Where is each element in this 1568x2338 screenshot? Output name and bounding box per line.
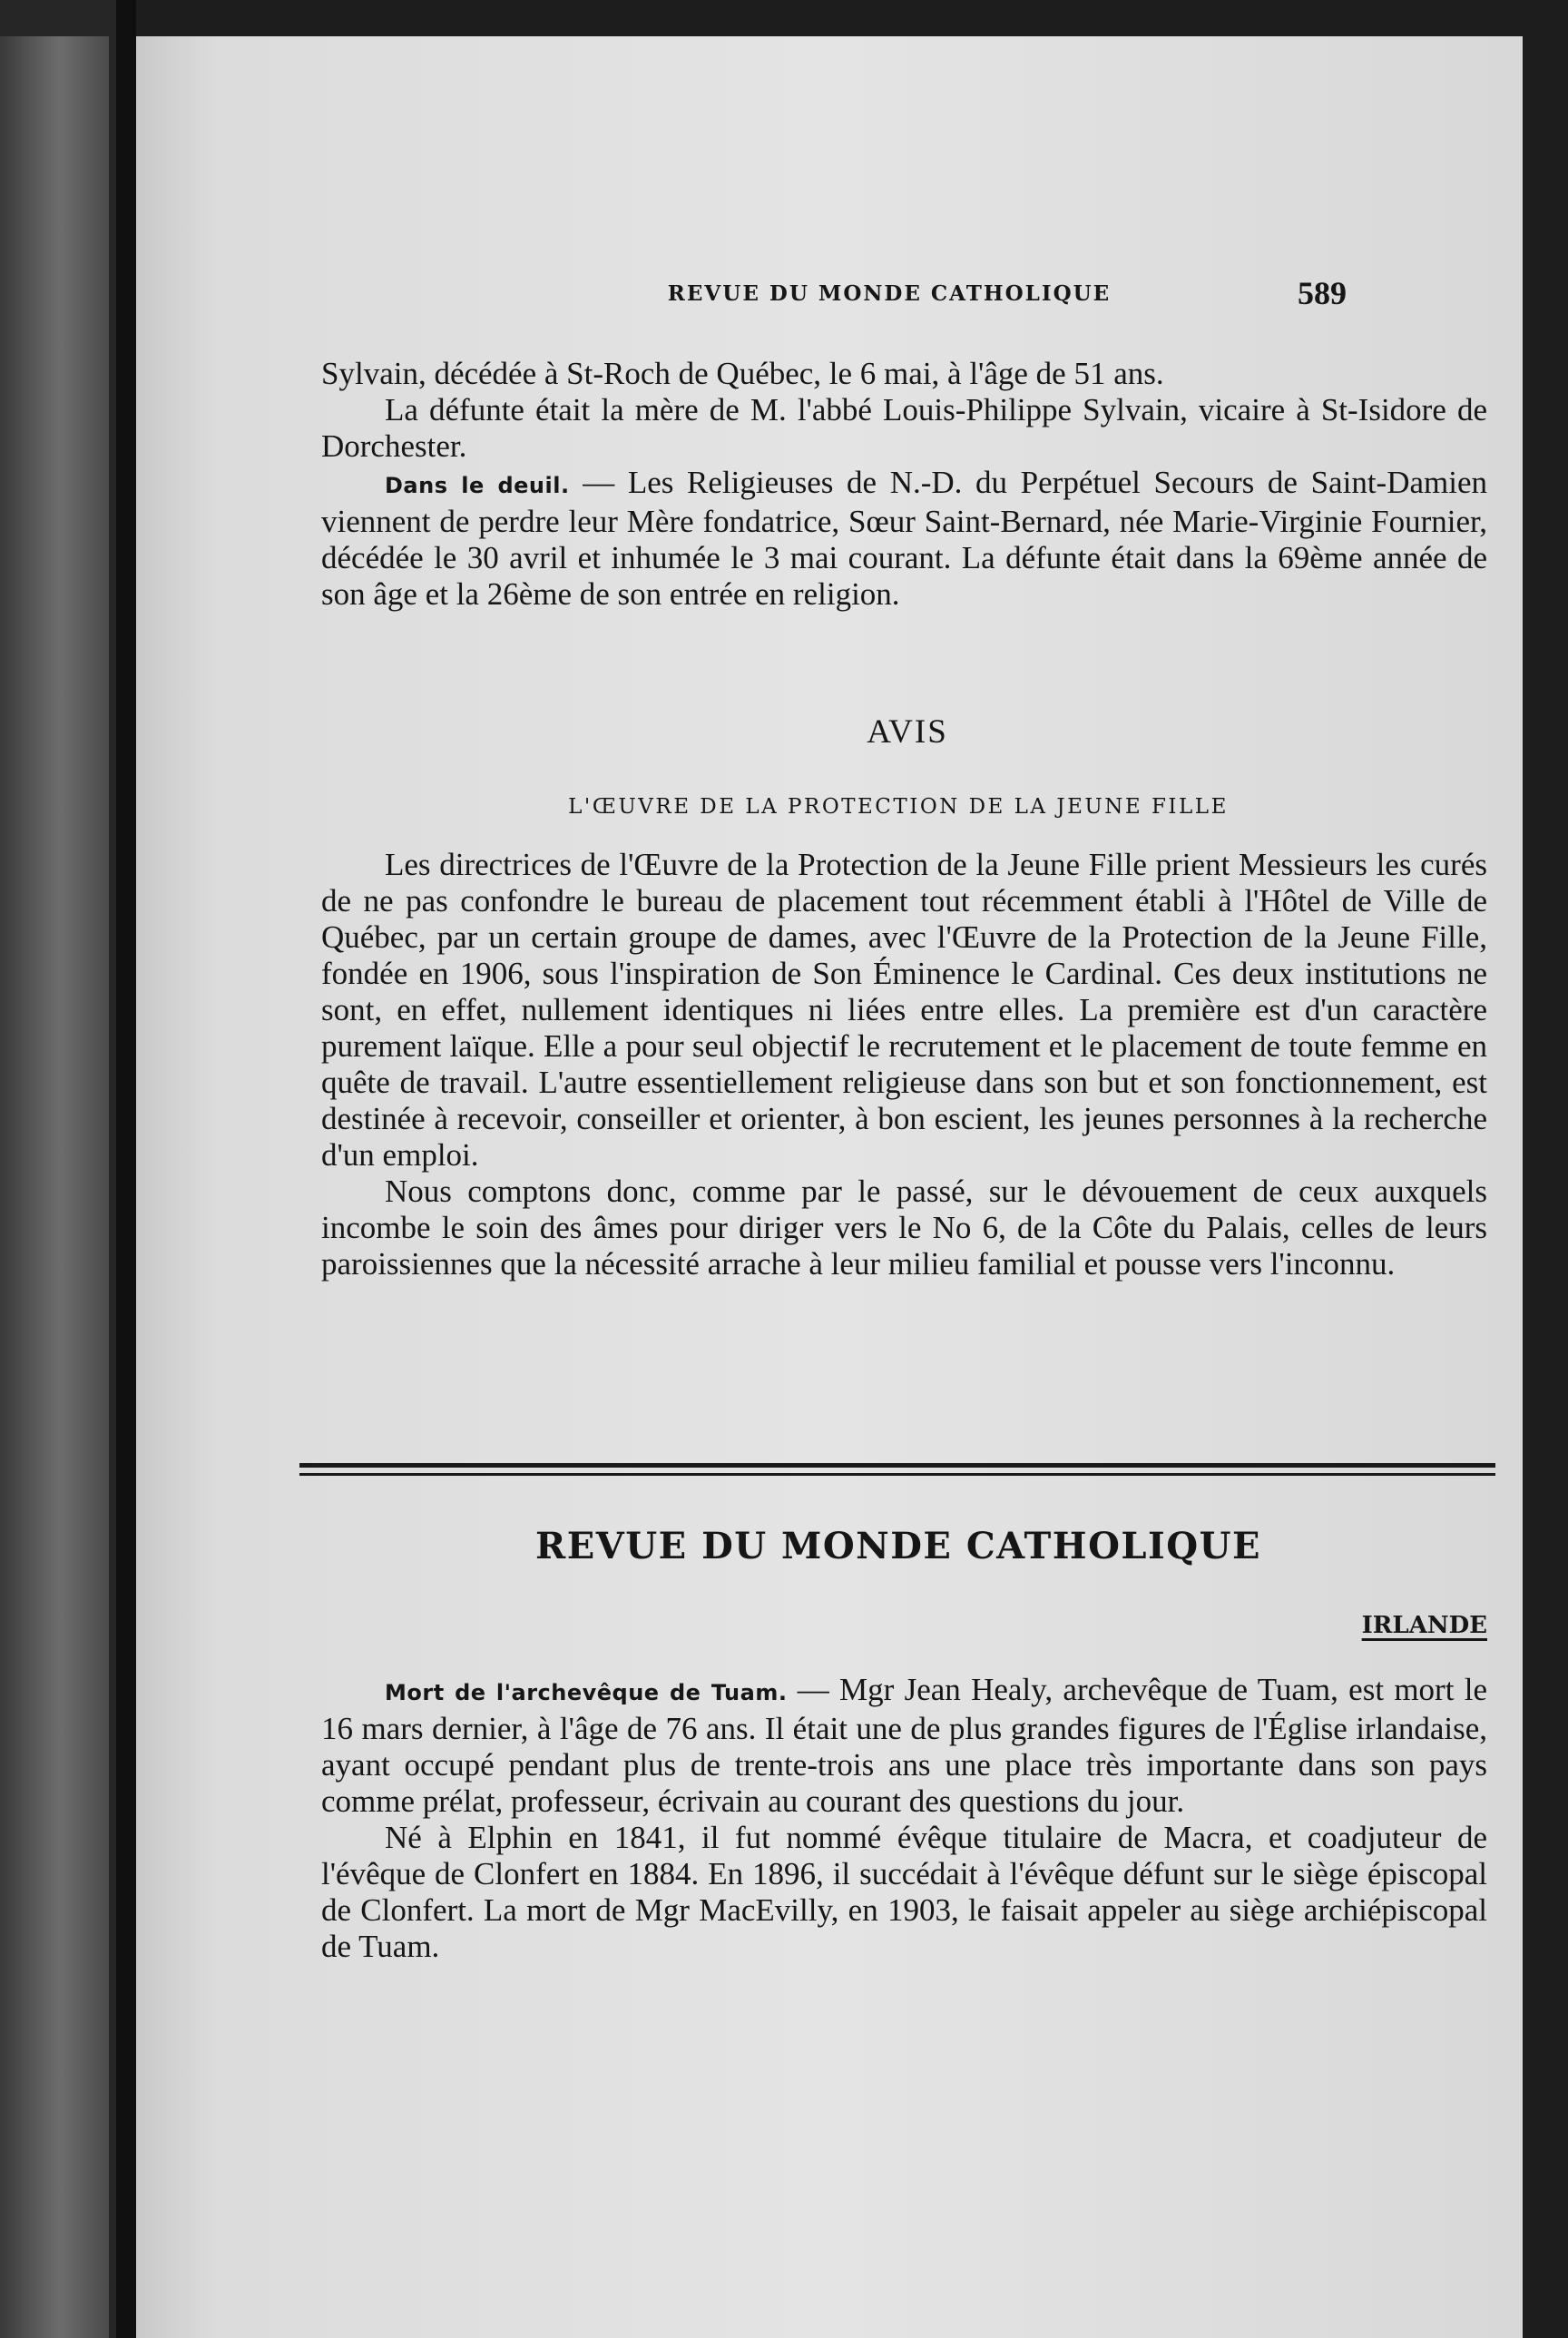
avis-heading: AVIS	[867, 713, 948, 751]
deuil-paragraph	[321, 465, 1487, 613]
avis-paragraph-1: Les directrices de l'Œuvre de la Protection de la Jeune Fille prient Messieurs les curés de ne pas confondre le bureau de placement tout récemment établi à l'Hôtel de Ville de Québec, par un certain groupe de dames, avec l'Œuvre de la Protection de la Jeune Fille, fondée en 1906, sous l'inspiration de Son Éminence le Cardinal. Ces deux institutions ne sont, en effet, nullement identiques ni liées entre elles. La première est d'un caractère purement laïque. Elle a pour seul objectif le recrutement et le placement de toute femme en quête de travail. L'autre essentiellement religieuse dans son but et son fonctionnement, est destinée à recevoir, conseiller et orienter, à bon escient, les jeunes personnes à la recherche d'un emploi.	[321, 847, 1487, 1173]
sylvain-paragraph: La défunte était la mère de M. l'abbé Louis-Philippe Sylvain, vicaire à St-Isidore de Dorchester.	[321, 392, 1487, 464]
page-number: 589	[1298, 275, 1347, 311]
previous-page-edge	[0, 0, 116, 2338]
previous-page-strip	[0, 36, 109, 2338]
top-section	[321, 356, 1487, 613]
tuam-runin-heading: Mort de l'archevêque de Tuam.	[385, 1680, 788, 1705]
avis-subheading: L'ŒUVRE DE LA PROTECTION DE LA JEUNE FILLE	[568, 795, 1229, 819]
document-page	[136, 36, 1523, 2338]
continuation-line: Sylvain, décédée à St-Roch de Québec, le 6 mai, à l'âge de 51 ans.	[321, 356, 1164, 391]
avis-paragraph-2: Nous comptons donc, comme par le passé, sur le dévouement de ceux auxquels incombe le soin des âmes pour diriger vers le No 6, de la Côte du Palais, celles de leurs paroissiennes que la nécessité arrache à leur milieu familial et pousse vers l'inconnu.	[321, 1174, 1487, 1282]
country-heading: IRLANDE	[1361, 1612, 1487, 1639]
avis-body	[321, 847, 1487, 1282]
tuam-text: — Mgr Jean Healy, archevêque de Tuam, est mort le 16 mars dernier, à l'âge de 76 ans. Il était une de plus grandes figures de l'Église irlandaise, ayant occupé pendant plus de trente-trois ans une place très importante dans son pays comme prélat, professeur, écrivain au courant des questions du jour.	[321, 1672, 1487, 1819]
running-head: REVUE DU MONDE CATHOLIQUE	[667, 281, 1112, 306]
elphin-paragraph: Né à Elphin en 1841, il fut nommé évêque titulaire de Macra, et coadjuteur de l'évêque de Clonfert en 1884. En 1896, il succédait à l'évêque défunt sur le siège épiscopal de Clonfert. La mort de Mgr MacEvilly, en 1903, le faisait appeler au siège archiépiscopal de Tuam.	[321, 1820, 1487, 1964]
double-rule-divider	[299, 1463, 1495, 1476]
irlande-body	[321, 1672, 1487, 1965]
deuil-text: — Les Religieuses de N.-D. du Perpétuel Secours de Saint-Damien viennent de perdre leur Mère fondatrice, Sœur Saint-Bernard, née Marie-Virginie Fournier, décédée le 30 avril et inhumée le 3 mai courant. La défunte était dans la 69ème année de son âge et la 26ème de son entrée en religion.	[321, 465, 1487, 612]
deuil-runin-heading: Dans le deuil.	[385, 473, 570, 498]
section-title: REVUE DU MONDE CATHOLIQUE	[535, 1525, 1261, 1567]
tuam-paragraph	[321, 1672, 1487, 1820]
binding-gutter	[116, 0, 136, 2338]
